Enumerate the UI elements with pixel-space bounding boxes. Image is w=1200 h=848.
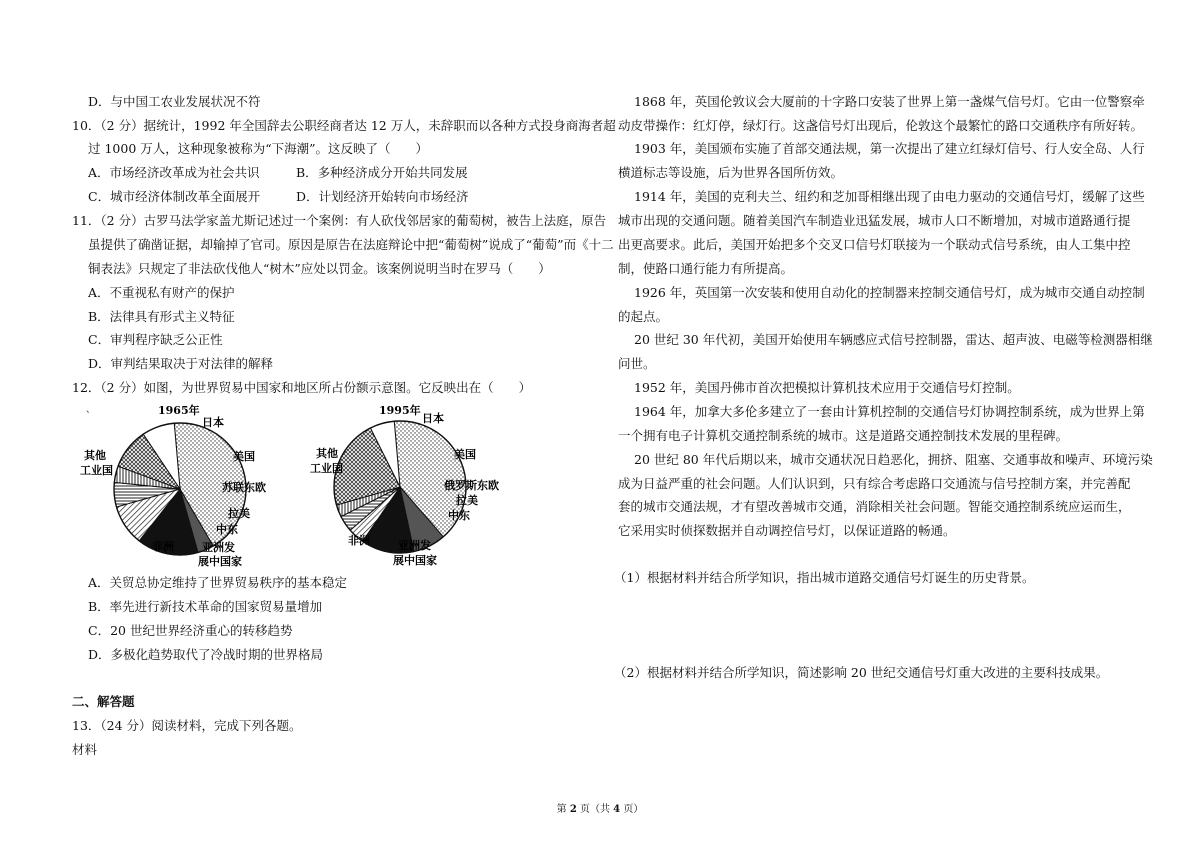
material-para-1952: 1952 年，美国丹佛市首次把模拟计算机技术应用于交通信号灯控制。 (634, 380, 1020, 395)
section-heading-answer-questions: 二、解答题 (72, 694, 135, 709)
q12-option-d: D．多极化趋势取代了冷战时期的世界格局 (88, 647, 324, 662)
pie2-label-africa: 非洲 (348, 534, 370, 547)
q12-stem: 12．（2 分）如图，为世界贸易中国家和地区所占份额示意图。它反映出在（ ） (72, 380, 532, 395)
footer-prefix: 第 (556, 804, 570, 815)
material-para-1903-line2: 横道标志等设施，后为世界各国所仿效。 (618, 165, 844, 180)
material-para-1930s-line1: 20 世纪 30 年代初，美国开始使用车辆感应式信号控制器，雷达、超声波、电磁等检测器相继 (634, 332, 1153, 347)
pie2-label-latam: 拉美 (456, 494, 478, 507)
pie1-label-ussr: 苏联东欧 (222, 481, 266, 494)
q10-option-a: A．市场经济改革成为社会共识 (88, 165, 260, 180)
pie2-label-asia-1: 亚洲发 (398, 539, 431, 552)
q10-option-b: B．多种经济成分开始共同发展 (296, 165, 468, 180)
pie1-label-asia-2: 展中国家 (198, 555, 242, 568)
q10-option-d: D．计划经济开始转向市场经济 (296, 189, 469, 204)
material-para-1964-line1: 1964 年，加拿大多伦多建立了一套由计算机控制的交通信号灯协调控制系统，成为世界上第 (634, 404, 1145, 419)
pie2-label-asia-2: 展中国家 (393, 554, 437, 567)
pie1-label-other-1: 其他 (84, 449, 106, 462)
chart-corner-mark: 、 (86, 405, 96, 415)
pie1-label-asia-1: 亚洲发 (202, 541, 235, 554)
q13-stem: 13．（24 分）阅读材料，完成下列各题。 (72, 718, 302, 733)
q13-subquestion-1: （1）根据材料并结合所学知识，指出城市道路交通信号灯诞生的历史背景。 (614, 570, 1035, 585)
q10-option-c: C．城市经济体制改革全面展开 (88, 189, 261, 204)
material-para-1903-line1: 1903 年，美国颁布实施了首部交通法规，第一次提出了建立红绿灯信号、行人安全岛、人行 (634, 141, 1145, 156)
q13-material-label: 材料 (72, 742, 98, 757)
q11-option-c: C．审判程序缺乏公正性 (88, 332, 223, 347)
material-para-1980s-line2: 成为日益严重的社会问题。人们认识到，只有综合考虑路口交通流与信号控制方案，并完善配 (618, 476, 1131, 491)
q9-option-d: D．与中国工农业发展状况不符 (88, 94, 261, 109)
material-para-1868-line2: 动皮带操作：红灯停，绿灯行。这盏信号灯出现后，伦敦这个最繁忙的路口交通秩序有所好转。 (618, 118, 1144, 133)
q13-subquestion-2: （2）根据材料并结合所学知识，简述影响 20 世纪交通信号灯重大改进的主要科技成果。 (614, 665, 1109, 680)
q11-option-b: B．法律具有形式主义特征 (88, 309, 235, 324)
pie2-label-mideast: 中东 (448, 509, 470, 522)
material-para-1868-line1: 1868 年，英国伦敦议会大厦前的十字路口安装了世界上第一盏煤气信号灯。它由一位警察牵 (634, 94, 1145, 109)
q12-option-c: C．20 世纪世界经济重心的转移趋势 (88, 623, 293, 638)
pie2-label-russia: 俄罗斯东欧 (444, 479, 499, 492)
q11-stem-line2: 虽提供了确凿证据，却输掉了官司。原因是原告在法庭辩论中把“葡萄树”说成了“葡萄”而《十二 (88, 237, 614, 252)
pie1-label-mideast: 中东 (216, 523, 238, 536)
material-para-1914-line4: 制，使路口通行能力有所提高。 (618, 261, 794, 276)
pie1-label-other-2: 工业国 (80, 464, 113, 477)
pie2-title: 1995年 (379, 404, 421, 417)
q11-option-d: D．审判结果取决于对法律的解释 (88, 356, 274, 371)
material-para-1926-line1: 1926 年，英国第一次安装和使用自动化的控制器来控制交通信号灯，成为城市交通自动控制 (634, 285, 1145, 300)
pie2-label-usa: 美国 (454, 448, 476, 461)
footer-middle: 页（共 (576, 804, 614, 815)
pie1-title: 1965年 (158, 404, 200, 417)
pie1-label-japan: 日本 (202, 416, 224, 429)
q12-option-a: A．关贸总协定维持了世界贸易秩序的基本稳定 (88, 575, 348, 590)
material-para-1914-line2: 城市出现的交通问题。随着美国汽车制造业迅猛发展，城市人口不断增加，对城市道路通行提 (618, 213, 1131, 228)
page-footer (0, 803, 1200, 817)
material-para-1914-line1: 1914 年，美国的克利夫兰、纽约和芝加哥相继出现了由电力驱动的交通信号灯，缓解了这些 (634, 189, 1145, 204)
material-para-1926-line2: 的起点。 (618, 309, 669, 324)
q10-stem-line1: 10．（2 分）据统计，1992 年全国辞去公职经商者达 12 万人，未辞职而以各种方式投身商海者超 (72, 118, 616, 133)
material-para-1980s-line3: 套的城市交通法规，才有望改善城市交通，消除相关社会问题。智能交通控制系统应运而生， (618, 499, 1131, 514)
q11-stem-line1: 11．（2 分）古罗马法学家盖尤斯记述过一个案例：有人砍伐邻居家的葡萄树，被告上法庭，原告 (72, 213, 607, 228)
pie2-label-other-2: 工业国 (310, 462, 343, 475)
pie1-label-africa: 非洲 (152, 540, 174, 553)
pie1-label-latam: 拉美 (228, 507, 250, 520)
q10-stem-line2: 过 1000 万人，这种现象被称为“下海潮”。这反映了（ ） (88, 141, 429, 156)
footer-suffix: 页） (620, 804, 644, 815)
trade-share-pie-charts (80, 398, 500, 568)
material-para-1914-line3: 出更高要求。此后，美国开始把多个交叉口信号灯联接为一个联动式信号系统，由人工集中控 (618, 237, 1131, 252)
q11-stem-line3: 铜表法》只规定了非法砍伐他人“树木”应处以罚金。该案例说明当时在罗马（ ） (88, 261, 551, 276)
material-para-1980s-line4: 它采用实时侦探数据并自动调控信号灯，以保证道路的畅通。 (618, 523, 956, 538)
q12-option-b: B．率先进行新技术革命的国家贸易量增加 (88, 599, 323, 614)
footer-page-number: 2 (569, 804, 577, 815)
material-para-1980s-line1: 20 世纪 80 年代后期以来，城市交通状况日趋恶化，拥挤、阻塞、交通事故和噪声、环境污染 (634, 452, 1153, 467)
pie1-label-usa: 美国 (233, 450, 255, 463)
pie2-label-japan: 日本 (422, 412, 444, 425)
footer-total-pages: 4 (613, 804, 621, 815)
material-para-1964-line2: 一个拥有电子计算机交通控制系统的城市。这是道路交通控制技术发展的里程碑。 (618, 428, 1069, 443)
material-para-1930s-line2: 问世。 (618, 356, 656, 371)
pie2-label-other-1: 其他 (316, 447, 338, 460)
q11-option-a: A．不重视私有财产的保护 (88, 285, 235, 300)
